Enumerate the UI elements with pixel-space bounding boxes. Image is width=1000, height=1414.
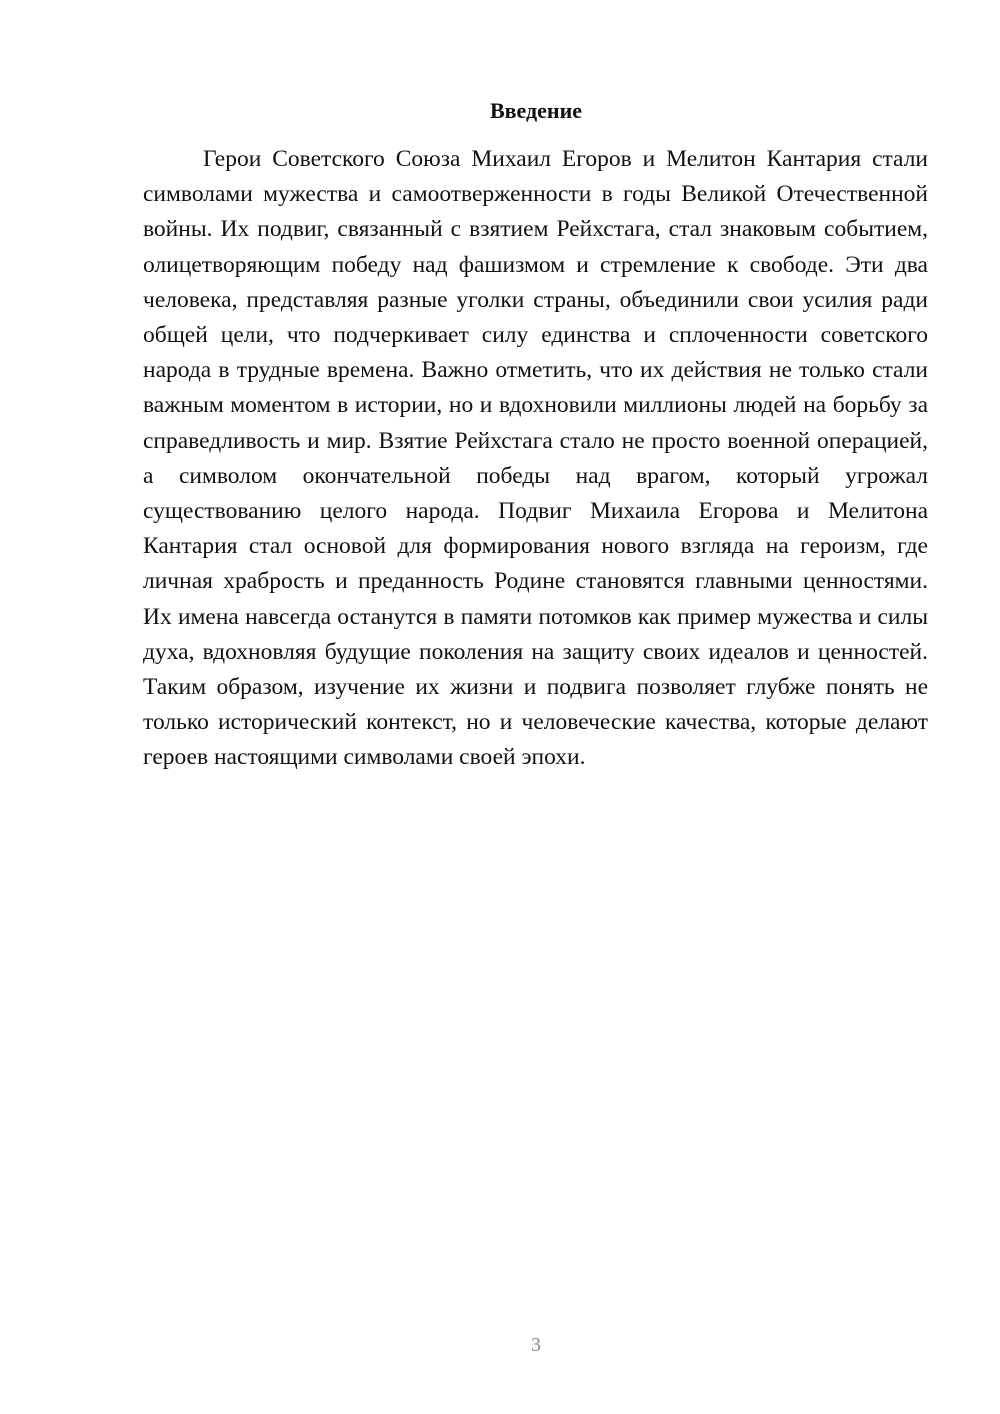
section-heading: Введение <box>489 98 583 123</box>
body-paragraph: Герои Советского Союза Михаил Егоров и Мелитон Кантария стали символами мужества и самоотверженности в годы Великой Отечественной войны. Их подвиг, связанный с взятием Рейхстага, стал знаковым событием, олицетворяющим победу над фашизмом и стремление к свободе. Эти два человека, представляя разные уголки страны, объединили свои усилия ради общей цели, что подчеркивает силу единства и сплоченности советского народа в трудные времена. Важно отметить, что их действия не только стали важным моментом в истории, но и вдохновили миллионы людей на борьбу за справедливость и мир. Взятие Рейхстага стало не просто военной операцией, а символом окончательной победы над врагом, который угрожал существованию целого народа. Подвиг Михаила Егорова и Мелитона Кантария стал основой для формирования нового взгляда на героизм, где личная храбрость и преданность Родине становятся главными ценностями. Их имена навсегда останутся в памяти потомков как пример мужества и силы духа, вдохновляя будущие поколения на защиту своих идеалов и ценностей. Таким образом, изучение их жизни и подвига позволяет глубже понять не только исторический контекст, но и человеческие качества, которые делают героев настоящими символами своей эпохи. <box>143 146 928 771</box>
page-number: 3 <box>531 1334 541 1356</box>
